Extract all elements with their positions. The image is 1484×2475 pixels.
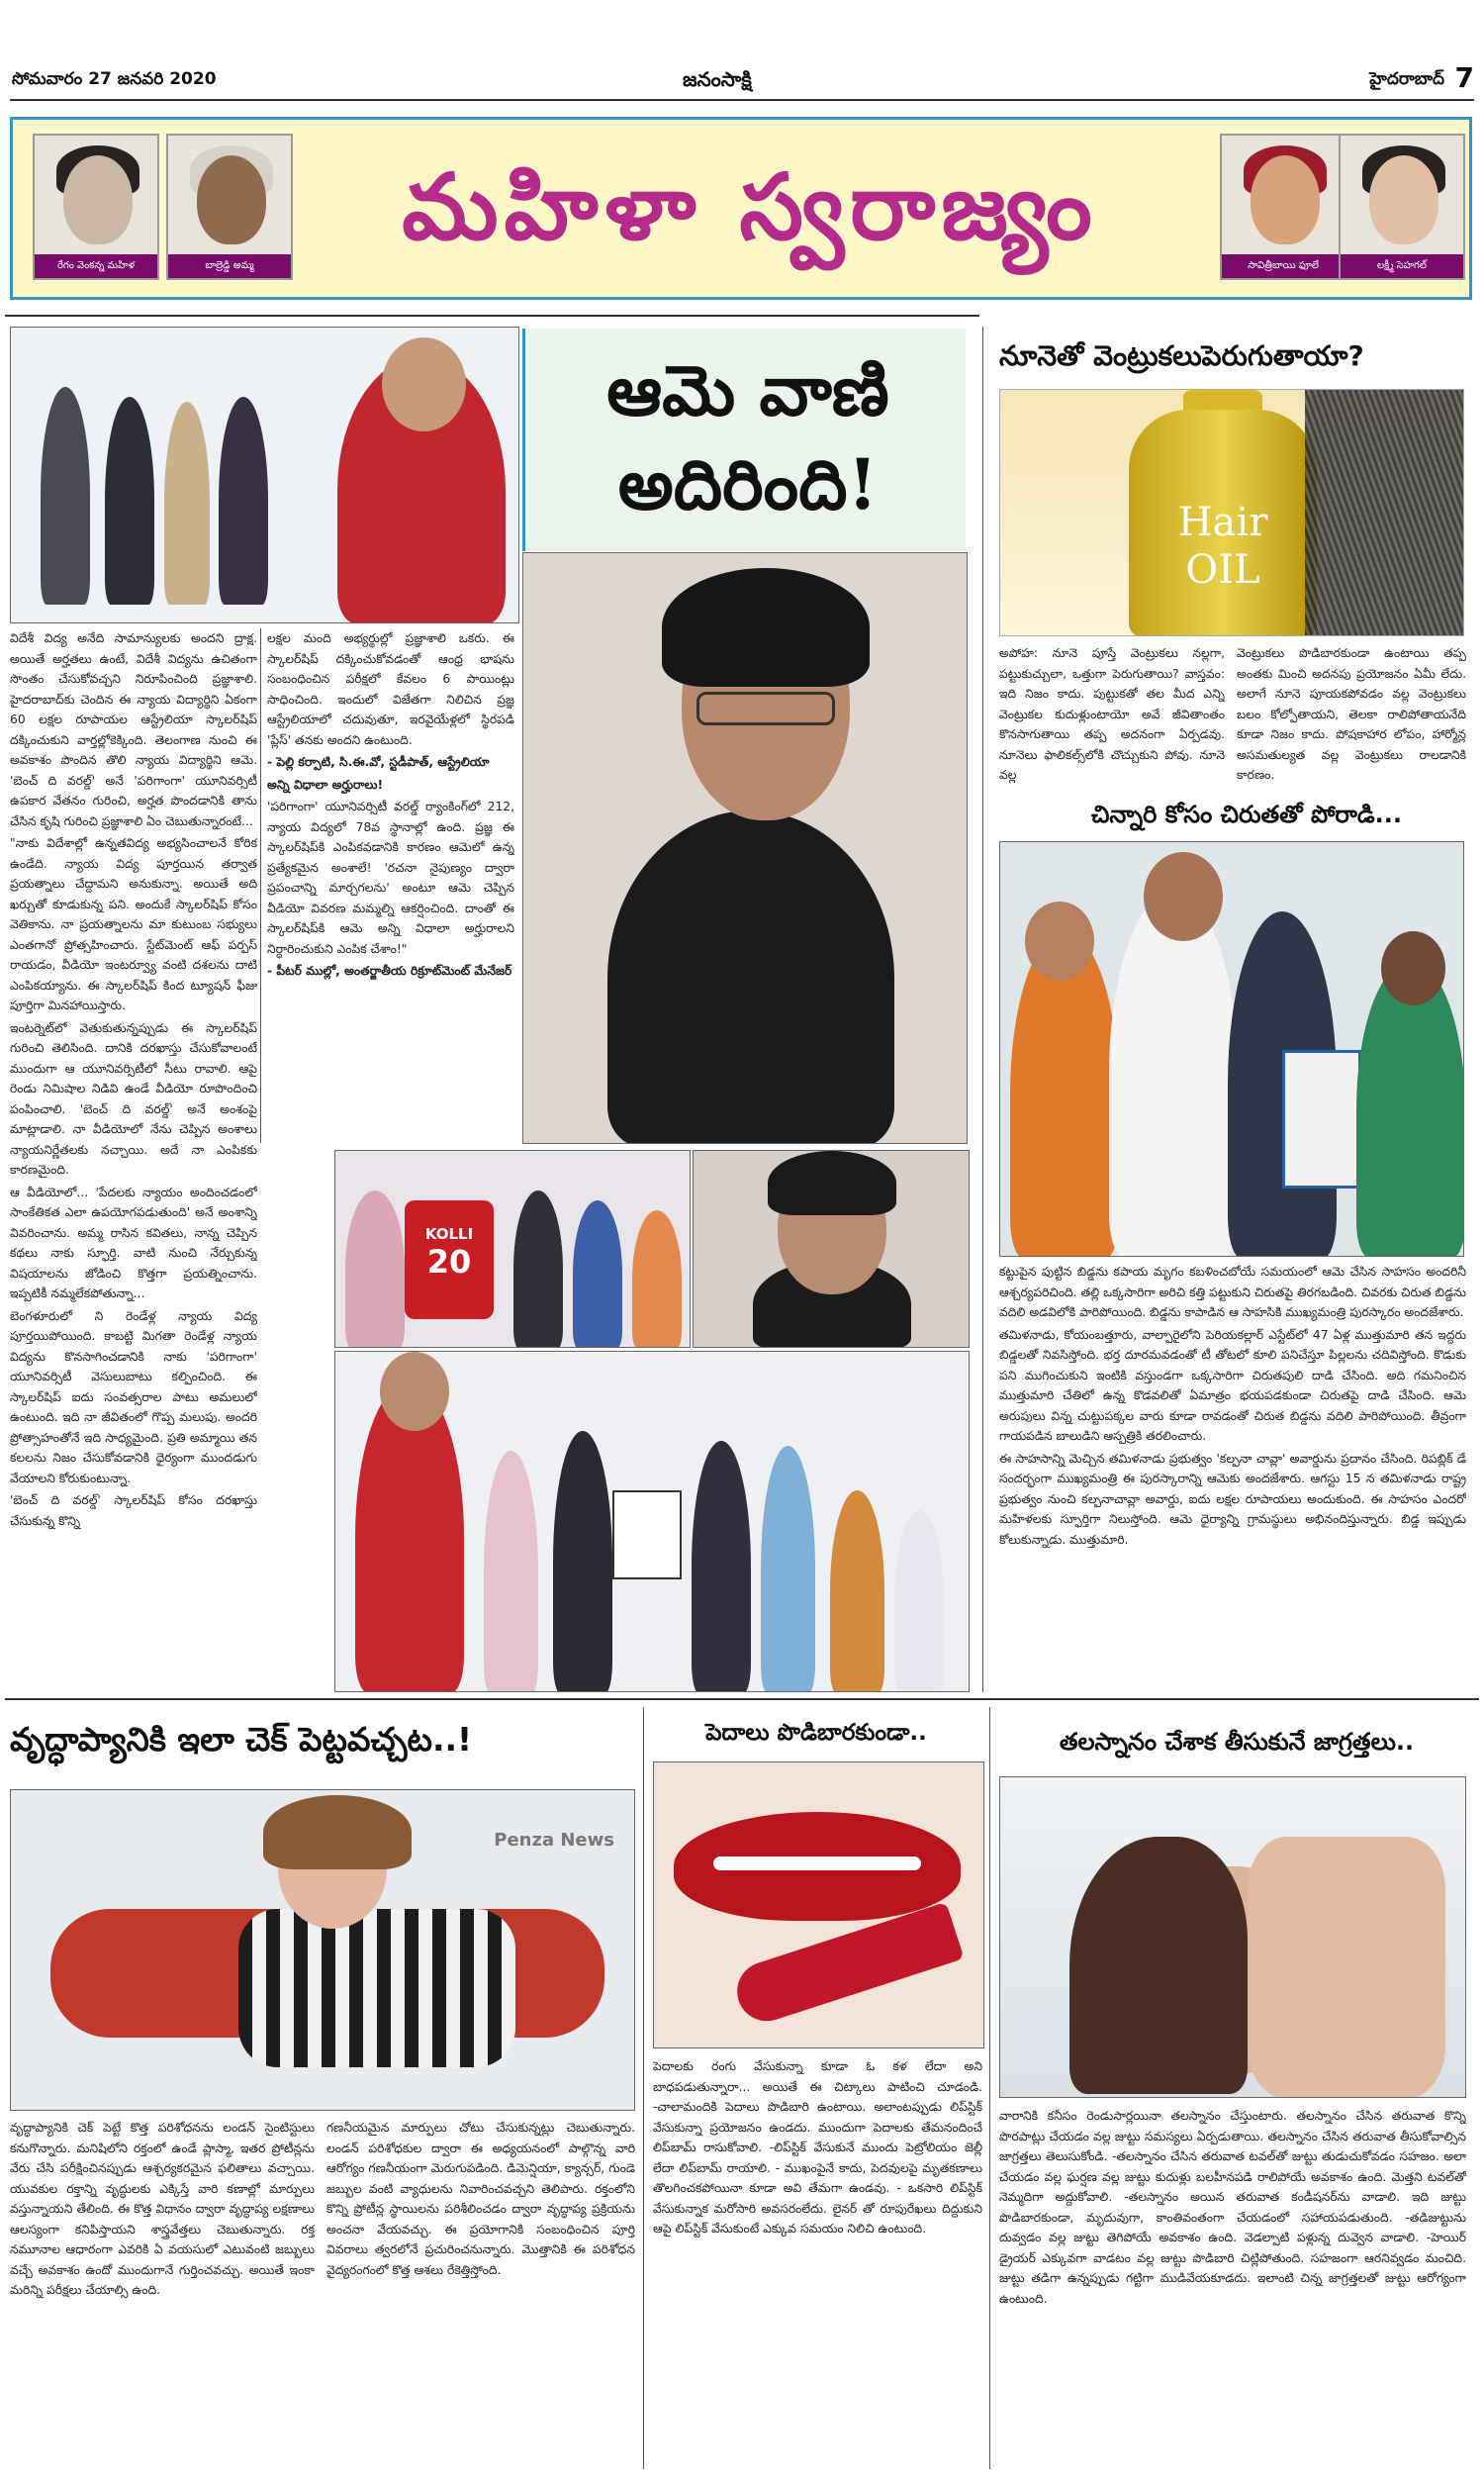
hair-oil-column-1: అపోహ: నూనె పూస్తే వెంట్రుకలు నల్లగా, పట్టుకుచ్చులా, ఒత్తుగా పెరుగుతాయి? వాస్తవం: ఇది నిజం కాదు. పుట్టుకతో తల మీద ఎన్ని వెంట్రుకల కుదుళ్లుంటాయో అవే జీవితాంతం కొనసాగుతాయి తప్ప అదనంగా ఏర్పడవు. నూనెలు ఫాలికల్స్‌లోకి చొచ్చుకుని పోవు. నూనె వల్ల — [999, 646, 1225, 782]
issue-date: సోమవారం 27 జనవరి 2020 — [12, 69, 217, 89]
lead-column-2: లక్షల మంది అభ్యర్థుల్లో ప్రజ్ఞాశాలి ఒకరు. ఈ స్కాలర్‌షిప్‌ దక్కించుకోవడంతో ఆంధ్ర భాషను సంబంధించిన పరీక్షలో కేవలం 6 పాయింట్లు సాధించింది. ఇందులో విజేతగా నిలిచిన ప్రజ్ఞ ఆస్ట్రేలియాలో చదువుతూ, ఇరవైయేళ్లలో స్థిరపడి 'ప్లేస్‌' తనకు అందని ఉంటుంది. - పెల్లి కర్పాటి, సి.ఈ.వో, స్టడీపాత్‌, ఆస్ట్రేలియా అన్ని విధాలా అర్హురాలు! 'పరిగాంగా' యూనివర్సిటీ వరల్డ్‌ ర్యాంకింగ్‌లో 212, న్యాయ విద్యలో 78వ స్థానాల్లో ఉంది. ప్రజ్ఞ ఈ స్కాలర్‌షిప్‌కి ఎంపికవడానికి కారణం ఆమెలో ఉన్న ప్రత్యేకమైన అంశాలే! 'రచనా నైపుణ్యం ద్వారా ప్రపంచాన్ని మార్చగలను' అంటూ ఆమె చెప్పిన వీడియో వివరణ మమ్మల్ని ఆకర్షించింది. దాంతో ఈ స్కాలర్‌షిప్‌కి ఆమె అన్ని విధాలా అర్హురాలని నిర్ధారించుకుని ఎంపిక చేశాం!" - పీటర్‌ ముల్లో, అంతర్జాతీయ రిక్రూట్‌మెంట్‌ మేనేజర్‌ — [267, 631, 514, 978]
shower-body: వారానికి కనీసం రెండుసార్లయినా తలస్నానం చేస్తుంటారు. తలస్నానం చేసిన తరువాత కొన్ని పొరపాట్లు చేయడం వల్ల జుట్టు సమస్యలు ఏర్పడుతాయి. తలస్నానం చేసిన తరువాత తీసుకోవాల్సిన జాగ్రత్తలు తెలుసుకోండి. -తలస్నానం చేసిన తరువాత టవల్‌తో జుట్టు తుడుచుకోవడం సహజం. అలా చేయడం వల్ల ఘర్షణ వల్ల జుట్టు కుదుళ్లు బలహీనపడి రాలిపోయే అవకాశం ఉంది. మెత్తని టవల్‌తో నెమ్మదిగా అద్దుకోవాలి. -తలస్నానం అయిన తరువాత కండీషనర్‌ను వాడాలి. ఇది జుట్టు పొడిబారకుండా, మృదువుగా, కాంతివంతంగా చేయడంలో సహాయపడుతుంది. -తడిజుట్టును దువ్వడం వల్ల జుట్టు తెగిపోయే అవకాశం ఉంది. వెడల్పాటి పళ్లున్న దువ్వెన వాడాలి. -హెయిర్‌ డ్రైయర్‌ ఎక్కువగా వాడటం వల్ల జుట్టు పొడిబారి చిట్లిపోతుంది. సహజంగా ఆరనివ్వడం మంచిది. జుట్టు తడిగా ఉన్నప్పుడు గట్టిగా ముడివేయకూడదు. ఇలాంటి చిన్న జాగ్రత్తలతో జుట్టు ఆరోగ్యంగా ఉంటుంది. — [999, 2109, 1466, 2306]
jersey-photo — [334, 1150, 691, 1348]
header-rule — [10, 99, 1474, 101]
section-rule — [5, 1698, 1479, 1700]
award-photo — [10, 327, 519, 623]
lips-headline: పెదాలు పొడిబారకుండా.. — [705, 1720, 927, 1746]
edition-city: హైదరాబాద్ — [1369, 69, 1444, 89]
lead-headline: ఆమె వాణి అదిరింది! — [606, 349, 889, 525]
aging-headline: వృద్ధాప్యానికి ఇలా చెక్‌ పెట్టవచ్చట..! — [10, 1720, 473, 1759]
portrait-4 — [1339, 134, 1465, 280]
portrait-caption: సావిత్రీబాయి ఫూలే — [1222, 254, 1345, 278]
aging-column-2: గణనీయమైన మార్పులు చోటు చేసుకున్నట్లు చెబుతున్నారు. లండన్‌ పరిశోధకుల ద్వారా ఈ అధ్యయనంలో పాల్గొన్న వారి ఆరోగ్యం గణనీయంగా మెరుగుపడింది. డిమెన్షియా, క్యాన్సర్‌, గుండె జబ్బుల వంటి వ్యాధులను నివారించవచ్చని తెలిపారు. రక్తంలోని కొన్ని ప్రోటీన్ల స్థాయిలను పరిశీలించడం ద్వారా వృద్ధాప్య ప్రక్రియను అంచనా వేయవచ్చు. ఈ ప్రయోగానికి సంబంధించిన పూర్తి వివరాలు త్వరలోనే ప్రచురించనున్నారు. మొత్తానికి ఈ పరిశోధన వైద్యరంగంలో కొత్త ఆశలు రేకెత్తిస్తోంది. — [326, 2121, 635, 2277]
hair-oil-image — [999, 389, 1464, 636]
jersey-number: 20 — [426, 1243, 472, 1281]
page-number: 7 — [1454, 61, 1474, 94]
hair-oil-headline: నూనెతో వెంట్రుకలుపెరుగుతాయా? — [999, 339, 1364, 372]
jersey-name: KOLLI — [424, 1225, 474, 1243]
section-rule — [5, 315, 979, 317]
portrait-caption: బాల్రెడ్డి అమ్మ — [168, 254, 291, 278]
portrait-photo — [522, 552, 968, 1144]
lips-body: పెదాలకు రంగు వేసుకున్నా కూడా ఓ కళ లేదా అని బాధపడుతున్నారా... అయితే ఈ చిట్కాలు పాటించి చూడండి. -చాలామందికి పెదాలు పొడిబారి ఉంటాయి. అలాంటప్పుడు లిప్‌స్టిక్‌ వేసుకున్నా ప్రయోజనం ఉండదు. ముందుగా పెదాలకు తేమనందించే లిప్‌బామ్‌ రాసుకోవాలి. -లిప్‌స్టిక్‌ వేసుకునే ముందు పెట్రోలియం జెల్లీ లేదా లిప్‌బామ్‌ రాయాలి. - ముఖంపైనే కాదు, పెదవులపై మృతకణాలు తొలగించకపోయినా కూడా అవి తేమగా ఉండవు. - ఒకసారి లిప్‌స్టిక్‌ వేసుకున్నాక మరోసారి అవసరంలేదు. లైనర్‌ తో రూపురేఖలు దిద్దుకుని ఆపై లిప్‌స్టిక్‌ వేసుకుంటే ఎక్కువ సమయం నిలిచి ఉంటుంది. — [653, 2059, 982, 2236]
portrait-caption: రేగం వెంకన్న మహిళ — [35, 254, 157, 278]
aging-column-1: వృద్ధాప్యానికి చెక్‌ పెట్టే కొత్త పరిశోధనను లండన్‌ సైంటిస్టులు కనుగొన్నారు. మనిషిలోని రక్తంలో ఉండే ప్లాస్మా, ఇతర ప్రోటీన్లను వేరు చేసి పరీక్షించినప్పుడు ఆశ్చర్యకరమైన ఫలితాలు వచ్చాయి. యువకుల రక్తాన్ని వృద్ధులకు ఎక్కిస్తే వారి కణాల్లో మార్పులు వస్తున్నాయని తేలింది. ఈ కొత్త విధానం ద్వారా వృద్ధాప్య లక్షణాలు ఆలస్యంగా కనిపిస్తాయని శాస్త్రవేత్తలు చెబుతున్నారు. రక్త నమూనాల ఆధారంగా ఎవరికి ఏ వయసులో ఎటువంటి జబ్బులు వచ్చే అవకాశం ఉందో ముందుగానే గుర్తించవచ్చు. అయితే ఇంకా మరిన్ని పరీక్షలు చేయాల్సి ఉంది. — [10, 2121, 315, 2297]
cheetah-photo — [999, 841, 1464, 1257]
portrait-1 — [33, 134, 159, 280]
cheetah-body: కట్టుపైన పుట్టిన బిడ్డను కపాయ మృగం కబళించబోయే సమయంలో ఆమె చేసిన సాహసం అందరినీ ఆశ్చర్యపరిచింది. తల్లి ఒక్కసారిగా అరిచి కత్తి పట్టుకుని చిరుతపై తిరగబడింది. చివరకు చిరుత బిడ్డను వదిలి అడవిలోకి పారిపోయింది. బిడ్డను కాపాడిన ఆ సాహసికి ముఖ్యమంత్రి పురస్కారం అందజేశారు. తమిళనాడు, కోయంబత్తూరు, వాల్పారైలోని పెరియకల్లార్‌ ఎస్టేట్‌లో 47 ఏళ్ల ముత్తుమారి తన ఇద్దరు బిడ్డలతో నివసిస్తోంది. భర్త దూరమవడంతో టీ తోటలో కూలి పనిచేస్తూ పిల్లలను చదివిస్తోంది. కొడుకు పని ముగించుకుని ఇంటికి వస్తుండగా ఒక్కసారిగా చిరుతపులి దాడి చేసింది. అది గమనించిన ముత్తుమారి చేతిలో ఉన్న కొడవలితో ఏమాత్రం భయపడకుండా చిరుతపై దాడి చేసింది. ఆమె అరుపులు విన్న చుట్టుపక్కల వారు కూడా రావడంతో చిరుత బిడ్డను వదిలి పారిపోయింది. తీవ్రంగా గాయపడిన బాలుడిని ఆస్పత్రికి తరలించారు. ఈ సాహసాన్ని మెచ్చిన తమిళనాడు ప్రభుత్వం 'కల్పనా చావ్లా' అవార్డును ప్రదానం చేసింది. రిపబ్లిక్‌ డే సందర్భంగా ముఖ్యమంత్రి ఈ పురస్కారాన్ని ఆమెకు అందజేశారు. ఆగస్టు 15 న తమిళనాడు రాష్ట్ర ప్రభుత్వం నుంచి కల్పనాచావ్లా అవార్డు, ఐదు లక్షల రూపాయలు అందుకుంది. ఈ సాహసం ఎందరో మహిళలకు స్ఫూర్తిగా నిలుస్తోంది. ఆమె ధైర్యాన్ని గ్రామస్థులు అభినందిస్తున్నారు. బిడ్డ ఇప్పుడు కోలుకున్నాడు. ముత్తుమారి. — [999, 1265, 1466, 1547]
ceremony-photo — [334, 1351, 970, 1692]
lipstick-photo — [653, 1761, 984, 2048]
smile-photo — [693, 1150, 970, 1348]
banner-title: మహిళా స్వరాజ్యం — [402, 153, 1098, 260]
shower-photo — [999, 1776, 1466, 2098]
cheetah-headline: చిన్నారి కోసం చిరుతతో పోరాడి... — [1091, 801, 1402, 828]
hair-oil-column-2: వెంట్రుకలు పొడిబారకుండా ఉంటాయి తప్ప అంతకు మించి అదనపు ప్రయోజనం ఏమీ లేదు. అలాగే నూనె పూయకపోవడం వల్ల వెంట్రుకలు బలం కోల్పోతాయని, తెలకా రాలిపోతాయనేది కూడా నిజం కాదు. పోషకాహార లోపం, హార్మోన్ల అసమతుల్యత వల్ల వెంట్రుకలు రాలడానికి కారణం. — [1237, 646, 1466, 782]
bottle-label: Hair OIL — [1177, 500, 1268, 593]
aging-photo — [10, 1789, 635, 2111]
portrait-2 — [166, 134, 293, 280]
portrait-caption: లక్ష్మీ సెహగల్ — [1341, 254, 1463, 278]
lead-headline-box — [522, 329, 966, 551]
page-header — [0, 0, 1484, 104]
photo-watermark: Penza News — [494, 1830, 614, 1851]
shower-headline: తలస్నానం చేశాక తీసుకునే జాగ్రత్తలు.. — [1059, 1728, 1415, 1756]
portrait-3 — [1220, 134, 1346, 280]
section-banner — [10, 117, 1472, 300]
newspaper-logo: జనంసాక్షి — [683, 67, 752, 91]
lead-column-1: విదేశీ విద్య అనేది సామాన్యులకు అందని ద్రాక్ష. అయితే అర్హతలు ఉంటే, విదేశీ విద్యను ఉచితంగా సొంతం చేసుకోవచ్చని నిరూపించింది ప్రజ్ఞాశాలి. హైదరాబాద్‌కు చెందిన ఈ న్యాయ విద్యార్థిని ఏకంగా 60 లక్షల రూపాయల ఆస్ట్రేలియా స్కాలర్‌షిప్‌ దక్కించుకుని వార్తల్లోకెక్కింది. తెలంగాణ నుంచి ఈ అవకాశం పొందిన తొలి న్యాయ విద్యార్థిని ఆమె. 'బెంచ్‌ ది వరల్డ్‌' అనే 'పరిగాంగా' యూనివర్సిటీ ఉపకార వేతనం గురించి, అర్హత పొందడానికి తాను చేసిన కృషి గురించి ప్రజ్ఞాశాలి ఏం చెబుతున్నారంటే... "నాకు విదేశాల్లో ఉన్నతవిద్య అభ్యసించాలనే కోరిక ఉండేది. న్యాయ విద్య పూర్తయిన తర్వాత ప్రయత్నాలు చేద్దామని అనుకున్నా. అయితే అది ఖర్చుతో కూడుకున్న పని. అందుకే స్కాలర్‌షిప్‌ కోసం వెతికాను. నా ప్రయత్నాలను మా కుటుంబ సభ్యులు ఎంతగానో ప్రోత్సహించారు. స్టేట్‌మెంట్‌ ఆఫ్‌ పర్పస్‌ రాయడం, వీడియో ఇంటర్వ్యూ వంటి దశలను దాటి ఎంపికయ్యాను. ఈ స్కాలర్‌షిప్‌ కింద ట్యూషన్‌ ఫీజు పూర్తిగా మినహాయిస్తారు. ఇంటర్నెట్‌లో వెతుకుతున్నప్పుడు ఈ స్కాలర్‌షిప్‌ గురించి తెలిసింది. దానికి దరఖాస్తు చేసుకోవాలంటే ముందుగా ఆ యూనివర్సిటీలో సీటు రావాలి. ఆపై రెండు నిమిషాల నిడివి ఉండే వీడియో రూపొందించి పంపించాలి. 'బెంచ్‌ ది వరల్డ్‌' అనే అంశంపై మాట్లాడాలి. నా వీడియోలో నేను చెప్పిన అంశాలు న్యాయనిర్ణేతలకు నచ్చాయి. అదే నా ఎంపికకు కారణమైంది. ఆ వీడియోలో... 'పేదలకు న్యాయం అందించడంలో సాంకేతికత ఎలా ఉపయోగపడుతుంది' అనే అంశాన్ని వివరించాను. అమ్మ రాసిన కవితలు, నాన్న చెప్పిన కథలు నాకు స్ఫూర్తి. వాటి నుంచి నేర్చుకున్న విషయాలను జోడించి కొత్తగా ప్రయత్నించాను. ఇప్పటికీ నమ్మలేకపోతున్నా... బెంగళూరులో ని రెండేళ్ల న్యాయ విద్య పూర్తయిపోయింది. కాబట్టి మిగతా రెండేళ్ల న్యాయ విద్యను కొనసాగించడానికి నాకు 'పరిగాంగా' యూనివర్సిటీ వెసులుబాటు కల్పించింది. ఈ స్కాలర్‌షిప్‌ ఐదు సంవత్సరాల పాటు అమలులో ఉంటుంది. ఇది నా జీవితంలో గొప్ప మలుపు. అందరి ప్రోత్సాహంతోనే ఇది సాధ్యమైంది. ప్రతి అమ్మాయి తన కలలను నిజం చేసుకోవడానికి ధైర్యంగా ముందడుగు వేయాలని కోరుకుంటున్నా. 'బెంచ్‌ ది వరల్డ్‌' స్కాలర్‌షిప్‌ కోసం దరఖాస్తు చేసుకున్న కొన్ని — [10, 631, 257, 1528]
